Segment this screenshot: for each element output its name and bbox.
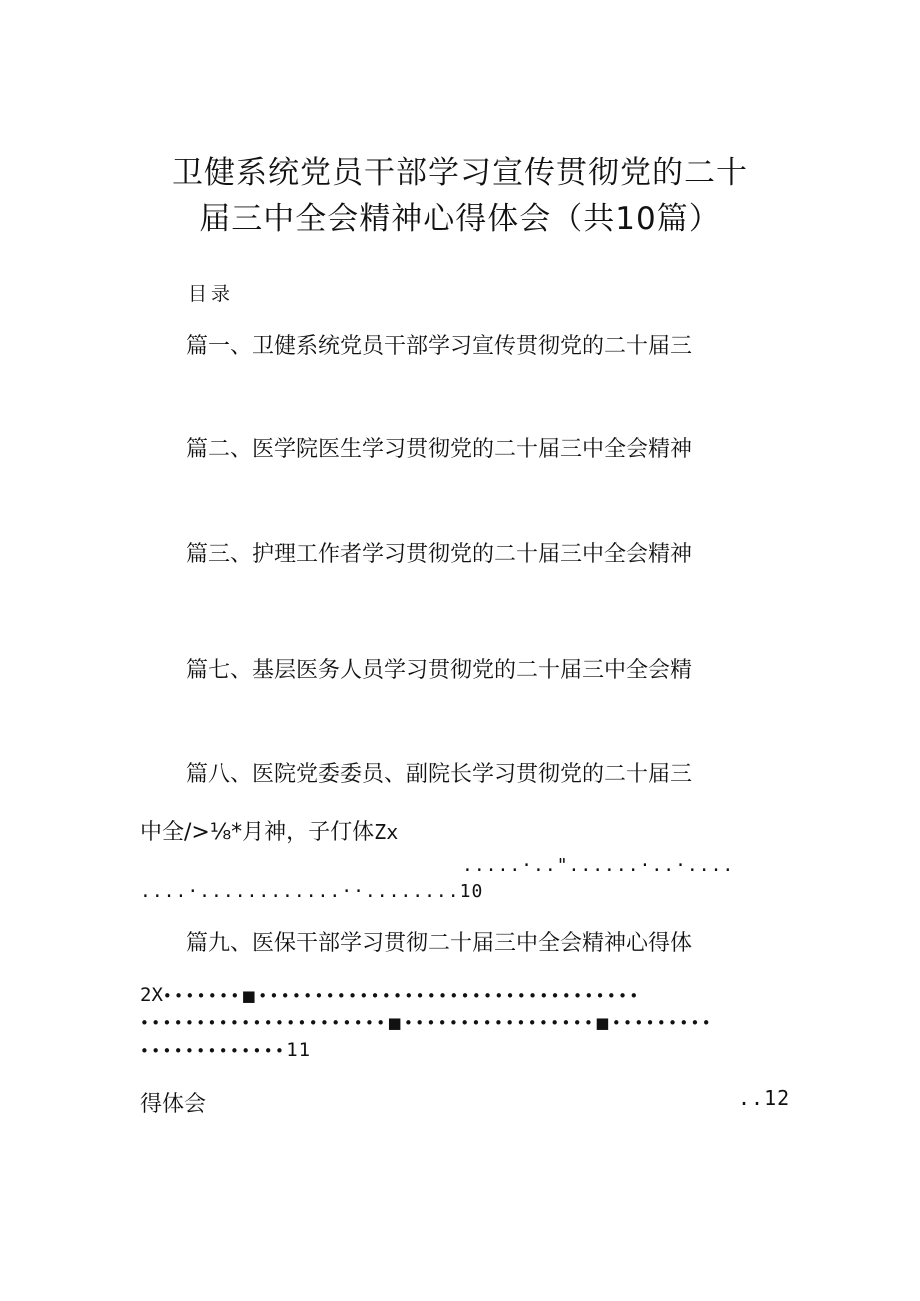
toc-entry-9-bullets-e: ••••••••• bbox=[611, 1014, 714, 1032]
toc-entry-1: 篇一、卫健系统党员干部学习宣传贯彻党的二十届三 bbox=[186, 334, 693, 359]
square-bullet-icon: ■ bbox=[595, 1014, 612, 1032]
toc-entry-10-leader-dots: .. bbox=[738, 1086, 765, 1110]
toc-entry-8-continuation-tail: Zx bbox=[374, 820, 399, 844]
toc-entry-9-bullets-f: ••••••••••••• bbox=[140, 1042, 287, 1060]
toc-entry-8-leader-dots: ....·............··........ bbox=[140, 881, 460, 902]
toc-entry-9-prefix: 2X bbox=[140, 984, 163, 1006]
toc-entry-9-leader-1 bbox=[140, 983, 641, 1008]
toc-entry-9-page-number: 11 bbox=[286, 1039, 312, 1061]
toc-entry-10-page-number: 12 bbox=[764, 1086, 791, 1110]
toc-entry-2: 篇二、医学院医生学习贯彻党的二十届三中全会精神 bbox=[186, 437, 693, 462]
toc-entry-9-bullets-c: •••••••••••••••••••••• bbox=[140, 1014, 388, 1032]
toc-entry-8-leader-2 bbox=[140, 880, 483, 904]
toc-entry-7: 篇七、基层医务人员学习贯彻党的二十届三中全会精 bbox=[186, 658, 693, 683]
toc-entry-9-leader-2 bbox=[140, 1011, 713, 1035]
document-title-line-2: 届三中全会精神心得体会（共10篇） bbox=[199, 201, 721, 237]
toc-entry-9-bullets-d: ••••••••••••••••• bbox=[404, 1014, 596, 1032]
toc-entry-9-bullets-a: ••••••• bbox=[162, 987, 242, 1005]
toc-entry-8: 篇八、医院党委委员、副院长学习贯彻党的二十届三 bbox=[186, 762, 693, 787]
toc-entry-10-tail: 得体会 bbox=[140, 1092, 207, 1117]
square-bullet-icon: ■ bbox=[241, 987, 259, 1005]
toc-entry-8-leader-1: .....·.."......·..·.... bbox=[462, 855, 735, 876]
toc-entry-8-continuation-text: 中全/>⅛*月神，子仃体 bbox=[140, 820, 375, 845]
toc-entry-8-page-number: 10 bbox=[459, 881, 484, 902]
document-title-line-1: 卫健系统党员干部学习宣传贯彻党的二十 bbox=[172, 155, 748, 191]
toc-entry-3: 篇三、护理工作者学习贯彻党的二十届三中全会精神 bbox=[186, 542, 693, 567]
toc-entry-9-bullets-b: •••••••••••••••••••••••••••••••••• bbox=[258, 987, 641, 1005]
toc-heading: 目录 bbox=[188, 283, 235, 305]
toc-entry-9: 篇九、医保干部学习贯彻二十届三中全会精神心得体 bbox=[186, 931, 693, 956]
toc-entry-9-leader-3 bbox=[140, 1038, 311, 1063]
square-bullet-icon: ■ bbox=[387, 1014, 405, 1032]
toc-entry-10-leader bbox=[738, 1086, 790, 1110]
toc-entry-8-continuation bbox=[140, 817, 398, 848]
